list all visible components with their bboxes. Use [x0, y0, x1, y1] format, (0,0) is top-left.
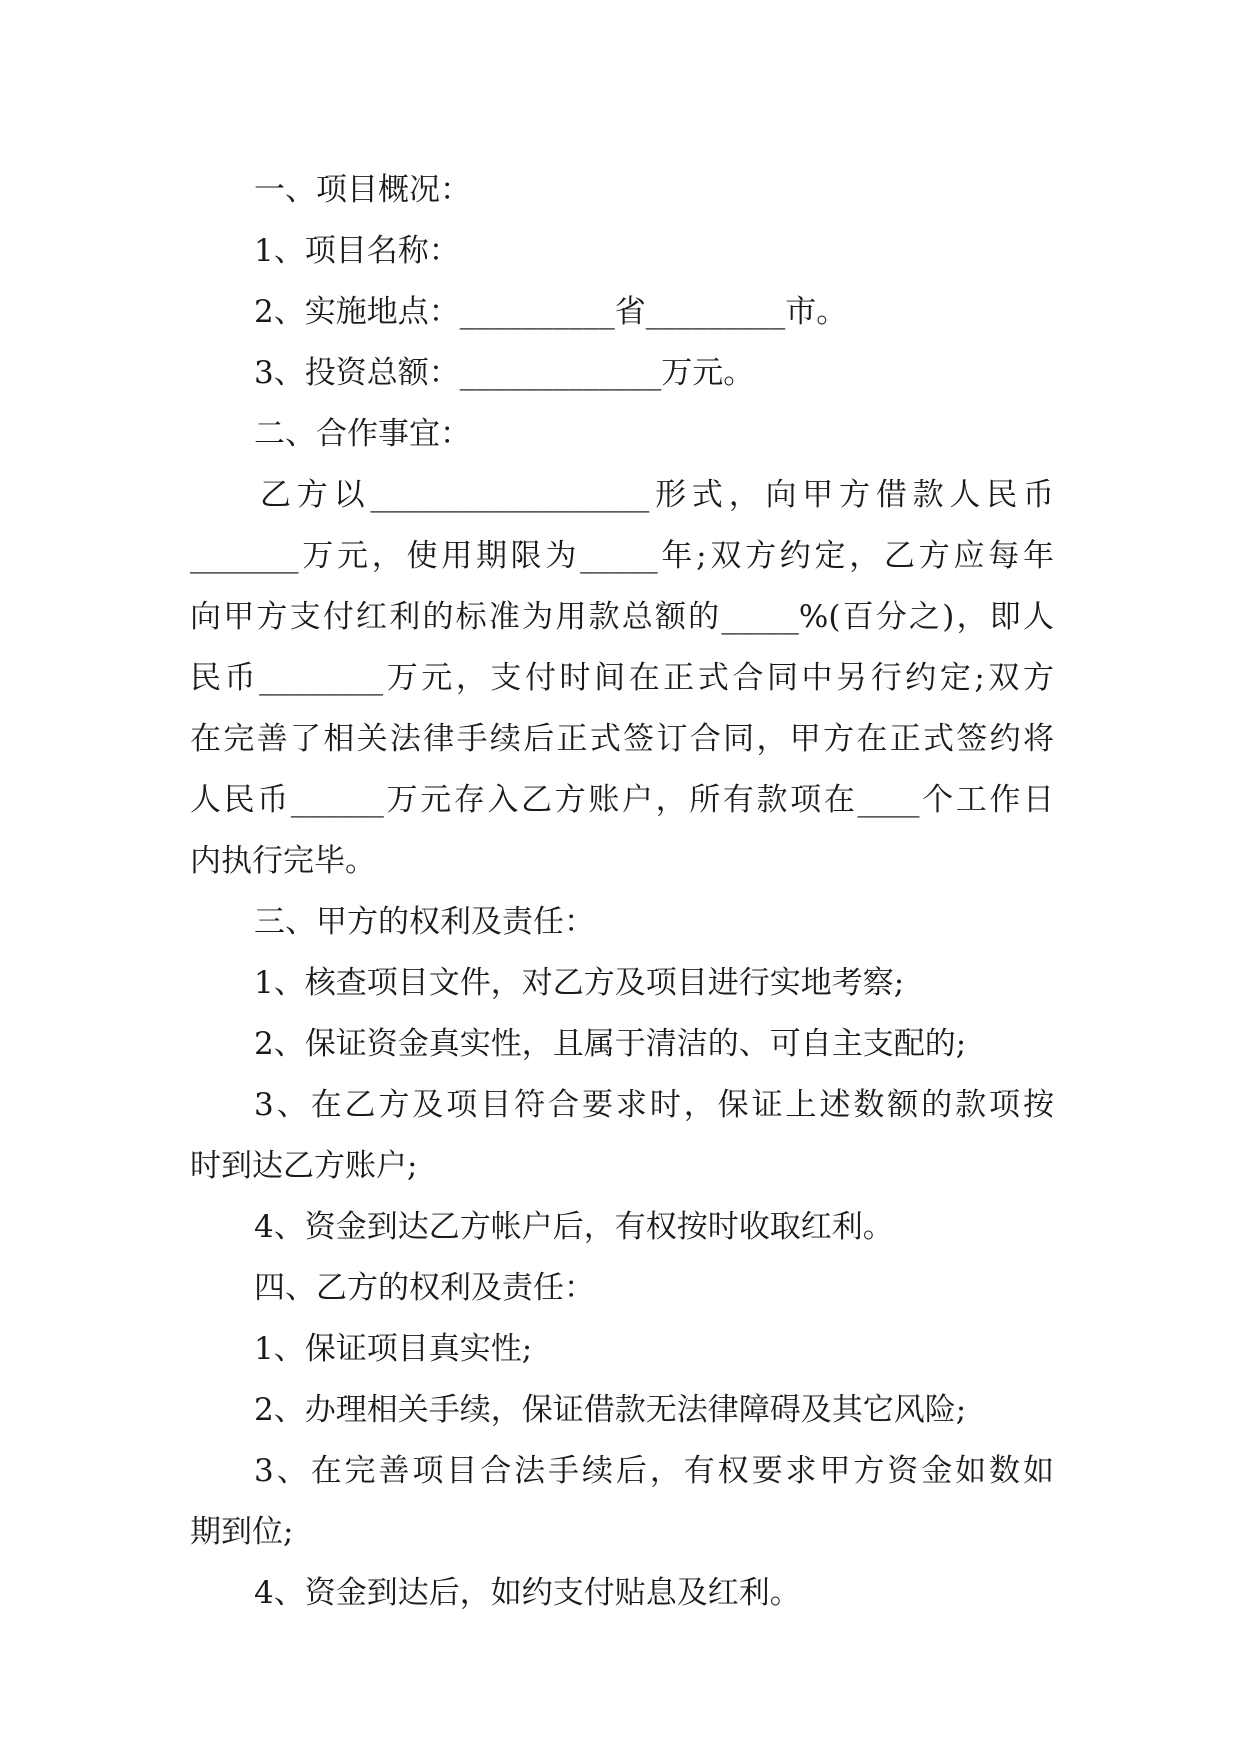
paragraph-line: 3、在乙方及项目符合要求时，保证上述数额的款项按	[254, 1087, 1054, 1123]
paragraph-line: 4、资金到达乙方帐户后，有权按时收取红利。	[254, 1209, 894, 1245]
paragraph-line: 2、实施地点：__________省_________市。	[254, 294, 848, 330]
paragraph-line: _______万元，使用期限为_____年;双方约定，乙方应每年	[190, 538, 1054, 574]
paragraph-line: 时到达乙方账户;	[190, 1148, 418, 1184]
paragraph-line: 向甲方支付红利的标准为用款总额的_____%(百分之)，即人	[190, 599, 1054, 635]
paragraph-line: 1、项目名称：	[254, 233, 460, 269]
section-heading-3: 三、甲方的权利及责任：	[254, 904, 595, 940]
document-body	[190, 160, 1054, 1624]
paragraph-line: 内执行完毕。	[190, 843, 376, 879]
paragraph-line: 4、资金到达后，如约支付贴息及红利。	[254, 1575, 801, 1611]
paragraph-line: 1、核查项目文件，对乙方及项目进行实地考察;	[254, 965, 905, 1001]
paragraph-line: 3、投资总额：_____________万元。	[254, 355, 755, 391]
section-heading-4: 四、乙方的权利及责任：	[254, 1270, 595, 1306]
paragraph-line: 1、保证项目真实性;	[254, 1331, 533, 1367]
section-heading-2: 二、合作事宜：	[254, 416, 471, 452]
paragraph-line: 人民币______万元存入乙方账户，所有款项在____个工作日	[190, 782, 1054, 818]
paragraph-line: 乙方以__________________形式，向甲方借款人民币	[260, 477, 1054, 513]
paragraph-line: 2、保证资金真实性，且属于清洁的、可自主支配的;	[254, 1026, 967, 1062]
paragraph-line: 在完善了相关法律手续后正式签订合同，甲方在正式签约将	[190, 721, 1054, 757]
paragraph-line: 3、在完善项目合法手续后，有权要求甲方资金如数如	[254, 1453, 1054, 1489]
section-heading-1: 一、项目概况：	[254, 172, 471, 208]
paragraph-line: 期到位;	[190, 1514, 294, 1550]
paragraph-line: 2、办理相关手续，保证借款无法律障碍及其它风险;	[254, 1392, 967, 1428]
paragraph-line: 民币________万元，支付时间在正式合同中另行约定;双方	[190, 660, 1054, 696]
